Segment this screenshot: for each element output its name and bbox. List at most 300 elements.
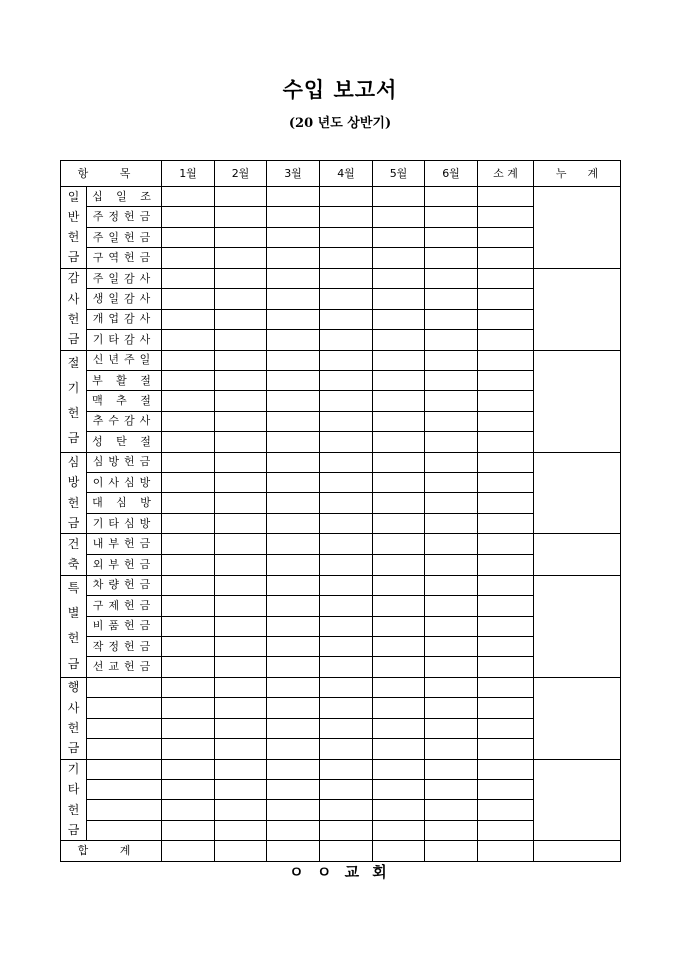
- subtotal-cell[interactable]: [478, 391, 534, 411]
- item-label[interactable]: [87, 677, 162, 697]
- month-cell[interactable]: [267, 493, 320, 513]
- month-cell[interactable]: [425, 309, 478, 329]
- month-cell[interactable]: [267, 391, 320, 411]
- cumulative-cell[interactable]: [534, 350, 621, 452]
- month-cell[interactable]: [215, 452, 267, 472]
- group-label: [61, 452, 87, 534]
- month-cell[interactable]: [425, 739, 478, 759]
- month-cell[interactable]: [425, 432, 478, 452]
- subtotal-cell[interactable]: [478, 289, 534, 309]
- month-cell[interactable]: [425, 411, 478, 431]
- month-cell[interactable]: [162, 759, 215, 779]
- month-cell[interactable]: [162, 432, 215, 452]
- month-cell[interactable]: [425, 227, 478, 247]
- month-cell[interactable]: [425, 268, 478, 288]
- month-cell[interactable]: [267, 575, 320, 595]
- month-cell[interactable]: [320, 534, 373, 555]
- group-label-char: 금: [67, 656, 80, 671]
- month-cell[interactable]: [162, 739, 215, 759]
- month-cell[interactable]: [162, 207, 215, 227]
- month-cell[interactable]: [425, 330, 478, 350]
- group-label: [61, 350, 87, 452]
- month-cell[interactable]: [267, 289, 320, 309]
- month-cell[interactable]: [373, 187, 425, 207]
- month-cell[interactable]: [215, 248, 267, 268]
- subtotal-cell[interactable]: [478, 493, 534, 513]
- month-cell[interactable]: [267, 411, 320, 431]
- month-cell[interactable]: [373, 452, 425, 472]
- month-cell[interactable]: [373, 677, 425, 697]
- subtotal-cell[interactable]: [478, 698, 534, 718]
- month-cell[interactable]: [425, 718, 478, 738]
- item-label[interactable]: [87, 698, 162, 718]
- month-cell[interactable]: [215, 575, 267, 595]
- month-cell[interactable]: [320, 248, 373, 268]
- item-label[interactable]: [87, 820, 162, 840]
- month-cell[interactable]: [162, 227, 215, 247]
- month-cell[interactable]: [373, 330, 425, 350]
- month-cell[interactable]: [215, 289, 267, 309]
- month-cell[interactable]: [162, 330, 215, 350]
- month-cell[interactable]: [425, 207, 478, 227]
- group-label-char: 금: [67, 331, 80, 346]
- group-label-char: 헌: [67, 311, 80, 326]
- group-label: [61, 759, 87, 841]
- item-label: 주정헌금: [87, 207, 162, 227]
- month-cell[interactable]: [373, 739, 425, 759]
- month-cell[interactable]: [267, 759, 320, 779]
- month-cell[interactable]: [320, 268, 373, 288]
- month-cell[interactable]: [267, 677, 320, 697]
- item-label: 십 일 조: [87, 187, 162, 207]
- item-label: 구역헌금: [87, 248, 162, 268]
- group-label-char: 기: [67, 762, 80, 777]
- cumulative-cell[interactable]: [534, 575, 621, 677]
- month-cell[interactable]: [373, 657, 425, 677]
- month-cell[interactable]: [267, 780, 320, 800]
- month-cell[interactable]: [320, 411, 373, 431]
- month-cell[interactable]: [162, 636, 215, 656]
- month-cell[interactable]: [373, 350, 425, 370]
- subtotal-cell[interactable]: [478, 452, 534, 472]
- month-cell[interactable]: [425, 698, 478, 718]
- subtotal-cell[interactable]: [478, 739, 534, 759]
- table-row: [61, 759, 621, 779]
- month-cell[interactable]: [215, 473, 267, 493]
- month-cell[interactable]: [425, 780, 478, 800]
- month-cell[interactable]: [215, 739, 267, 759]
- subtotal-cell[interactable]: [478, 677, 534, 697]
- month-cell[interactable]: [373, 268, 425, 288]
- month-cell[interactable]: [267, 268, 320, 288]
- month-cell[interactable]: [215, 370, 267, 390]
- month-cell[interactable]: [267, 596, 320, 616]
- month-cell[interactable]: [320, 718, 373, 738]
- subtotal-cell[interactable]: [478, 513, 534, 533]
- month-cell[interactable]: [373, 473, 425, 493]
- subtotal-cell[interactable]: [478, 616, 534, 636]
- month-cell[interactable]: [373, 800, 425, 820]
- month-cell[interactable]: [267, 739, 320, 759]
- month-cell[interactable]: [320, 800, 373, 820]
- month-cell[interactable]: [320, 657, 373, 677]
- table-row: [61, 677, 621, 697]
- month-cell[interactable]: [320, 187, 373, 207]
- group-label-char: 사: [67, 700, 80, 715]
- month-cell[interactable]: [215, 596, 267, 616]
- group-label-char: 심: [67, 455, 80, 470]
- month-cell[interactable]: [162, 411, 215, 431]
- month-cell[interactable]: [215, 187, 267, 207]
- group-label-char: 별: [67, 606, 80, 621]
- month-cell[interactable]: [267, 800, 320, 820]
- month-cell[interactable]: [267, 698, 320, 718]
- month-cell[interactable]: [162, 248, 215, 268]
- total-cell[interactable]: [162, 841, 215, 861]
- month-cell[interactable]: [162, 596, 215, 616]
- month-cell[interactable]: [162, 452, 215, 472]
- month-cell[interactable]: [373, 370, 425, 390]
- month-cell[interactable]: [162, 289, 215, 309]
- month-cell[interactable]: [373, 248, 425, 268]
- group-label: [61, 677, 87, 759]
- month-cell[interactable]: [425, 596, 478, 616]
- group-label-char: 헌: [67, 229, 80, 244]
- header-month: 3월: [267, 161, 320, 187]
- month-cell[interactable]: [215, 330, 267, 350]
- month-cell[interactable]: [425, 370, 478, 390]
- month-cell[interactable]: [215, 432, 267, 452]
- month-cell[interactable]: [215, 350, 267, 370]
- month-cell[interactable]: [215, 657, 267, 677]
- month-cell[interactable]: [320, 432, 373, 452]
- table-row: [61, 575, 621, 595]
- month-cell[interactable]: [215, 718, 267, 738]
- cumulative-cell[interactable]: [534, 187, 621, 269]
- month-cell[interactable]: [425, 473, 478, 493]
- month-cell[interactable]: [215, 759, 267, 779]
- month-cell[interactable]: [267, 636, 320, 656]
- month-cell[interactable]: [320, 780, 373, 800]
- month-cell[interactable]: [162, 555, 215, 576]
- month-cell[interactable]: [425, 759, 478, 779]
- month-cell[interactable]: [425, 820, 478, 840]
- item-label[interactable]: [87, 759, 162, 779]
- group-label-char: 헌: [67, 631, 80, 646]
- item-label[interactable]: [87, 780, 162, 800]
- total-cell[interactable]: [267, 841, 320, 861]
- month-cell[interactable]: [267, 350, 320, 370]
- subtotal-cell[interactable]: [478, 309, 534, 329]
- group-label-char: 방: [67, 475, 80, 490]
- month-cell[interactable]: [267, 555, 320, 576]
- table-row: [61, 187, 621, 207]
- month-cell[interactable]: [373, 289, 425, 309]
- item-label[interactable]: [87, 800, 162, 820]
- item-label: 개업감사: [87, 309, 162, 329]
- month-cell[interactable]: [425, 187, 478, 207]
- month-cell[interactable]: [267, 473, 320, 493]
- month-cell[interactable]: [373, 759, 425, 779]
- month-cell[interactable]: [267, 370, 320, 390]
- document-title: 수입 보고서: [282, 77, 398, 102]
- month-cell[interactable]: [215, 227, 267, 247]
- cumulative-cell[interactable]: [534, 759, 621, 841]
- month-cell[interactable]: [320, 616, 373, 636]
- month-cell[interactable]: [320, 820, 373, 840]
- month-cell[interactable]: [373, 432, 425, 452]
- subtotal-cell[interactable]: [478, 473, 534, 493]
- month-cell[interactable]: [373, 309, 425, 329]
- subtotal-cell[interactable]: [478, 370, 534, 390]
- month-cell[interactable]: [373, 411, 425, 431]
- month-cell[interactable]: [267, 187, 320, 207]
- month-cell[interactable]: [162, 657, 215, 677]
- header-month: 5월: [373, 161, 425, 187]
- month-cell[interactable]: [215, 207, 267, 227]
- month-cell[interactable]: [267, 452, 320, 472]
- subtotal-cell[interactable]: [478, 227, 534, 247]
- subtotal-cell[interactable]: [478, 555, 534, 576]
- month-cell[interactable]: [320, 555, 373, 576]
- item-label[interactable]: [87, 739, 162, 759]
- month-cell[interactable]: [267, 513, 320, 533]
- month-cell[interactable]: [320, 309, 373, 329]
- month-cell[interactable]: [320, 227, 373, 247]
- subtotal-cell[interactable]: [478, 268, 534, 288]
- month-cell[interactable]: [425, 800, 478, 820]
- month-cell[interactable]: [267, 309, 320, 329]
- month-cell[interactable]: [320, 350, 373, 370]
- month-cell[interactable]: [267, 330, 320, 350]
- month-cell[interactable]: [162, 350, 215, 370]
- total-cell[interactable]: [478, 841, 534, 861]
- table-row: [61, 268, 621, 288]
- month-cell[interactable]: [425, 452, 478, 472]
- month-cell[interactable]: [320, 452, 373, 472]
- month-cell[interactable]: [425, 248, 478, 268]
- subtotal-cell[interactable]: [478, 187, 534, 207]
- month-cell[interactable]: [267, 227, 320, 247]
- month-cell[interactable]: [320, 575, 373, 595]
- month-cell[interactable]: [162, 800, 215, 820]
- month-cell[interactable]: [162, 370, 215, 390]
- month-cell[interactable]: [215, 698, 267, 718]
- month-cell[interactable]: [320, 698, 373, 718]
- month-cell[interactable]: [162, 391, 215, 411]
- total-cell[interactable]: [373, 841, 425, 861]
- total-row: [61, 841, 621, 861]
- group-label-char: 헌: [67, 406, 80, 421]
- month-cell[interactable]: [215, 268, 267, 288]
- month-cell[interactable]: [162, 309, 215, 329]
- subtotal-cell[interactable]: [478, 718, 534, 738]
- subtotal-cell[interactable]: [478, 534, 534, 555]
- item-label: 이사심방: [87, 473, 162, 493]
- month-cell[interactable]: [373, 391, 425, 411]
- month-cell[interactable]: [162, 513, 215, 533]
- group-label-char: 금: [67, 515, 80, 530]
- month-cell[interactable]: [162, 473, 215, 493]
- header-item: 항 목: [61, 161, 162, 187]
- month-cell[interactable]: [373, 575, 425, 595]
- group-label-char: 행: [67, 680, 80, 695]
- item-label: 외부헌금: [87, 555, 162, 576]
- subtotal-cell[interactable]: [478, 350, 534, 370]
- month-cell[interactable]: [267, 616, 320, 636]
- month-cell[interactable]: [162, 677, 215, 697]
- subtotal-cell[interactable]: [478, 330, 534, 350]
- month-cell[interactable]: [425, 555, 478, 576]
- month-cell[interactable]: [215, 800, 267, 820]
- month-cell[interactable]: [267, 248, 320, 268]
- month-cell[interactable]: [162, 534, 215, 555]
- month-cell[interactable]: [373, 493, 425, 513]
- month-cell[interactable]: [425, 493, 478, 513]
- month-cell[interactable]: [162, 616, 215, 636]
- subtotal-cell[interactable]: [478, 432, 534, 452]
- month-cell[interactable]: [425, 289, 478, 309]
- month-cell[interactable]: [425, 677, 478, 697]
- subtotal-cell[interactable]: [478, 575, 534, 595]
- month-cell[interactable]: [373, 596, 425, 616]
- subtotal-cell[interactable]: [478, 636, 534, 656]
- item-label: 비품헌금: [87, 616, 162, 636]
- month-cell[interactable]: [215, 493, 267, 513]
- subtotal-cell[interactable]: [478, 248, 534, 268]
- header-month: 1월: [162, 161, 215, 187]
- month-cell[interactable]: [215, 391, 267, 411]
- month-cell[interactable]: [320, 636, 373, 656]
- month-cell[interactable]: [373, 555, 425, 576]
- month-cell[interactable]: [162, 698, 215, 718]
- table-row: [61, 350, 621, 370]
- header-month: 6월: [425, 161, 478, 187]
- month-cell[interactable]: [162, 268, 215, 288]
- month-cell[interactable]: [320, 370, 373, 390]
- header-subtotal: 소 계: [478, 161, 534, 187]
- item-label: 맥 추 절: [87, 391, 162, 411]
- cumulative-cell[interactable]: [534, 534, 621, 575]
- month-cell[interactable]: [320, 759, 373, 779]
- header-month: 4월: [320, 161, 373, 187]
- subtotal-cell[interactable]: [478, 657, 534, 677]
- month-cell[interactable]: [215, 820, 267, 840]
- subtotal-cell[interactable]: [478, 411, 534, 431]
- month-cell[interactable]: [320, 513, 373, 533]
- subtotal-cell[interactable]: [478, 820, 534, 840]
- month-cell[interactable]: [373, 718, 425, 738]
- subtotal-cell[interactable]: [478, 207, 534, 227]
- month-cell[interactable]: [215, 534, 267, 555]
- item-label[interactable]: [87, 718, 162, 738]
- month-cell[interactable]: [267, 432, 320, 452]
- month-cell[interactable]: [162, 780, 215, 800]
- group-label-char: 감: [67, 271, 80, 286]
- month-cell[interactable]: [425, 657, 478, 677]
- subtotal-cell[interactable]: [478, 780, 534, 800]
- table-row: [61, 534, 621, 555]
- month-cell[interactable]: [320, 330, 373, 350]
- month-cell[interactable]: [320, 493, 373, 513]
- document-subtitle: (20 년도 상반기): [288, 116, 392, 131]
- month-cell[interactable]: [373, 820, 425, 840]
- month-cell[interactable]: [425, 616, 478, 636]
- cumulative-cell[interactable]: [534, 677, 621, 759]
- month-cell[interactable]: [215, 780, 267, 800]
- month-cell[interactable]: [162, 493, 215, 513]
- item-label: 기타심방: [87, 513, 162, 533]
- church-name: ㅇ ㅇ 교 회: [289, 863, 391, 881]
- subtotal-cell[interactable]: [478, 596, 534, 616]
- month-cell[interactable]: [373, 780, 425, 800]
- month-cell[interactable]: [267, 718, 320, 738]
- month-cell[interactable]: [425, 636, 478, 656]
- month-cell[interactable]: [162, 575, 215, 595]
- month-cell[interactable]: [373, 227, 425, 247]
- total-cell[interactable]: [425, 841, 478, 861]
- total-cell[interactable]: [215, 841, 267, 861]
- group-label: [61, 534, 87, 575]
- month-cell[interactable]: [215, 677, 267, 697]
- month-cell[interactable]: [373, 636, 425, 656]
- month-cell[interactable]: [215, 616, 267, 636]
- month-cell[interactable]: [373, 207, 425, 227]
- month-cell[interactable]: [425, 350, 478, 370]
- total-cell[interactable]: [534, 841, 621, 861]
- month-cell[interactable]: [215, 555, 267, 576]
- month-cell[interactable]: [320, 473, 373, 493]
- month-cell[interactable]: [267, 820, 320, 840]
- month-cell[interactable]: [320, 596, 373, 616]
- group-label-char: 헌: [67, 802, 80, 817]
- month-cell[interactable]: [320, 207, 373, 227]
- month-cell[interactable]: [373, 616, 425, 636]
- month-cell[interactable]: [162, 820, 215, 840]
- month-cell[interactable]: [162, 187, 215, 207]
- month-cell[interactable]: [215, 636, 267, 656]
- month-cell[interactable]: [162, 718, 215, 738]
- group-label-char: 헌: [67, 495, 80, 510]
- month-cell[interactable]: [425, 391, 478, 411]
- month-cell[interactable]: [267, 534, 320, 555]
- subtotal-cell[interactable]: [478, 759, 534, 779]
- month-cell[interactable]: [215, 411, 267, 431]
- item-label: 기타감사: [87, 330, 162, 350]
- month-cell[interactable]: [320, 677, 373, 697]
- subtotal-cell[interactable]: [478, 800, 534, 820]
- month-cell[interactable]: [267, 207, 320, 227]
- item-label: 주일감사: [87, 268, 162, 288]
- month-cell[interactable]: [215, 513, 267, 533]
- total-cell[interactable]: [320, 841, 373, 861]
- cumulative-cell[interactable]: [534, 268, 621, 350]
- item-label: 선교헌금: [87, 657, 162, 677]
- month-cell[interactable]: [373, 534, 425, 555]
- month-cell[interactable]: [425, 513, 478, 533]
- header-row: [61, 161, 621, 187]
- month-cell[interactable]: [425, 575, 478, 595]
- month-cell[interactable]: [425, 534, 478, 555]
- month-cell[interactable]: [215, 309, 267, 329]
- month-cell[interactable]: [373, 698, 425, 718]
- cumulative-cell[interactable]: [534, 452, 621, 534]
- month-cell[interactable]: [320, 739, 373, 759]
- month-cell[interactable]: [320, 391, 373, 411]
- month-cell[interactable]: [373, 513, 425, 533]
- month-cell[interactable]: [320, 289, 373, 309]
- month-cell[interactable]: [267, 657, 320, 677]
